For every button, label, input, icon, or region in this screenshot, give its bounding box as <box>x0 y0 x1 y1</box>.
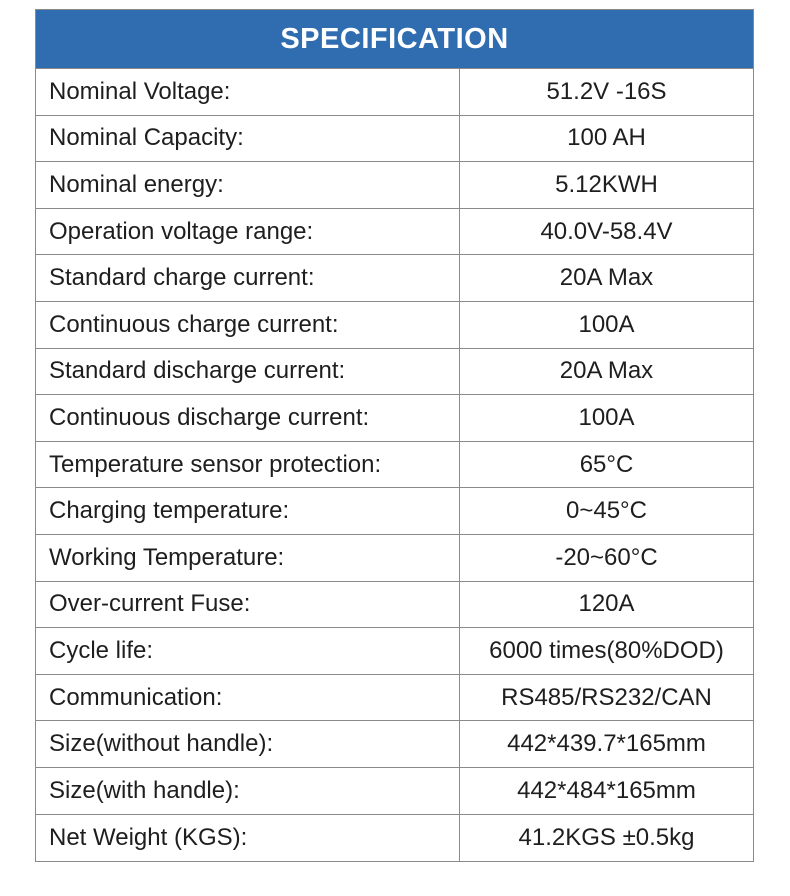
row-value: 6000 times(80%DOD) <box>489 636 724 664</box>
table-row <box>36 116 753 163</box>
row-label: Continuous charge current: <box>36 302 460 348</box>
row-label: Working Temperature: <box>36 535 460 581</box>
table-row <box>36 302 753 349</box>
table-row <box>36 628 753 675</box>
table-row <box>36 255 753 302</box>
row-value: 100A <box>578 310 635 338</box>
row-value: 100 AH <box>567 124 646 152</box>
row-label: Size(with handle): <box>36 768 460 814</box>
table-title: SPECIFICATION <box>280 22 509 55</box>
row-value: 0~45°C <box>566 497 647 525</box>
table-row <box>36 721 753 768</box>
table-row <box>36 395 753 442</box>
row-label: Size(without handle): <box>36 721 460 767</box>
row-label: Over-current Fuse: <box>36 582 460 628</box>
row-label: Nominal Capacity: <box>36 116 460 162</box>
table-row <box>36 442 753 489</box>
row-value: 442*439.7*165mm <box>507 730 706 758</box>
table-row <box>36 768 753 815</box>
row-label: Continuous discharge current: <box>36 395 460 441</box>
row-label: Standard charge current: <box>36 255 460 301</box>
row-value: 41.2KGS ±0.5kg <box>518 823 695 851</box>
table-row <box>36 488 753 535</box>
table-header <box>36 10 753 69</box>
row-label: Nominal energy: <box>36 162 460 208</box>
row-label: Charging temperature: <box>36 488 460 534</box>
row-label: Net Weight (KGS): <box>36 815 460 862</box>
row-value: 100A <box>578 403 635 431</box>
table-row <box>36 349 753 396</box>
row-label: Cycle life: <box>36 628 460 674</box>
table-row <box>36 675 753 722</box>
table-row <box>36 535 753 582</box>
table-row <box>36 69 753 116</box>
row-value: 40.0V-58.4V <box>540 217 673 245</box>
row-value: 120A <box>578 590 635 618</box>
row-value: 51.2V -16S <box>546 77 667 105</box>
table-row <box>36 209 753 256</box>
row-label: Operation voltage range: <box>36 209 460 255</box>
specification-table <box>35 9 754 862</box>
row-value: 65°C <box>579 450 634 478</box>
row-value: 5.12KWH <box>555 170 658 198</box>
row-label: Communication: <box>36 675 460 721</box>
row-value: RS485/RS232/CAN <box>501 683 712 711</box>
row-value: -20~60°C <box>555 543 658 571</box>
table-row <box>36 815 753 862</box>
table-row <box>36 582 753 629</box>
row-label: Standard discharge current: <box>36 349 460 395</box>
row-value: 20A Max <box>559 264 654 292</box>
row-label: Nominal Voltage: <box>36 69 460 115</box>
row-label: Temperature sensor protection: <box>36 442 460 488</box>
row-value: 20A Max <box>559 357 654 385</box>
row-value: 442*484*165mm <box>517 776 696 804</box>
table-row <box>36 162 753 209</box>
